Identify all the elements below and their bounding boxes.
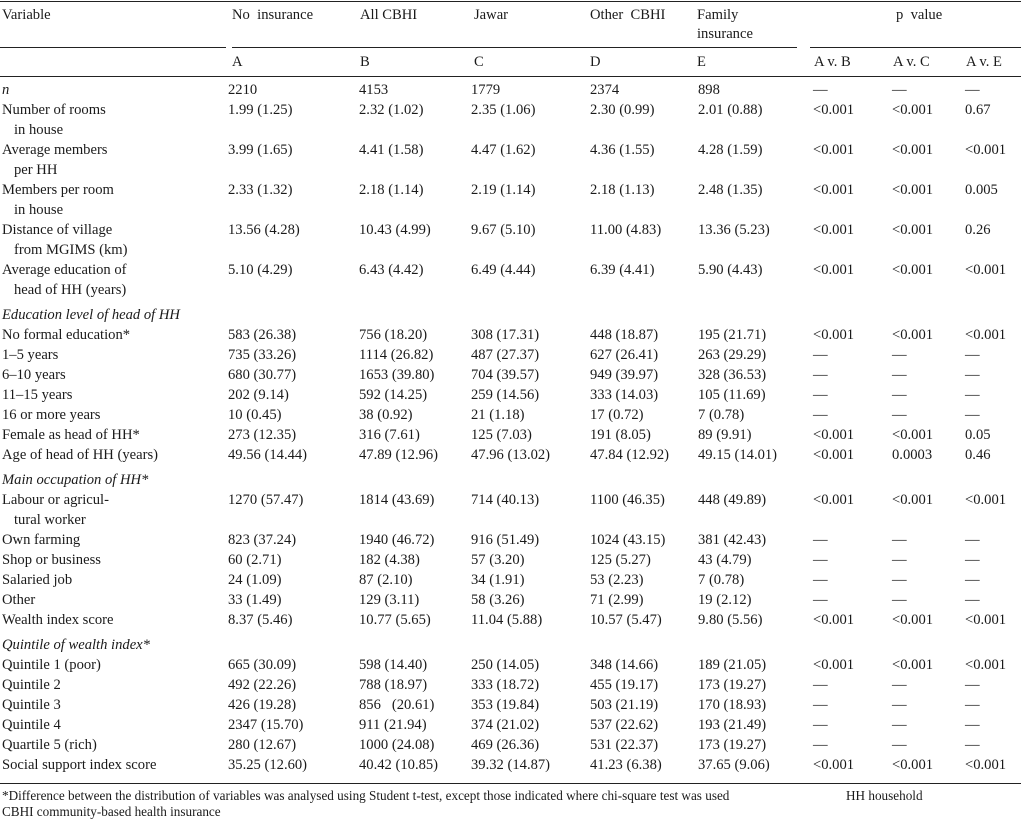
header-subrule-pvalue: [810, 47, 1021, 48]
cell-e: 49.15 (14.01): [698, 447, 778, 463]
cell-p3: 0.005: [965, 182, 998, 198]
table-row-continuation: [0, 120, 1021, 140]
row-label: head of HH (years): [14, 282, 127, 298]
row-label: 1–5 years: [2, 347, 59, 363]
cell-b: 756 (18.20): [359, 327, 428, 343]
cell-p2: <0.001: [892, 492, 934, 508]
cell-p3: —: [965, 572, 980, 588]
cell-b: 788 (18.97): [359, 677, 428, 693]
cell-p3: —: [965, 697, 980, 713]
cell-p2: —: [892, 552, 907, 568]
cell-a: 10 (0.45): [228, 407, 282, 423]
cell-b: 856 (20.61): [359, 697, 435, 713]
cell-c: 34 (1.91): [471, 572, 525, 588]
cell-a: 280 (12.67): [228, 737, 297, 753]
row-label: Main occupation of HH*: [2, 472, 149, 488]
row-label: Female as head of HH*: [2, 427, 140, 443]
cell-d: 503 (21.19): [590, 697, 659, 713]
cell-a: 13.56 (4.28): [228, 222, 300, 238]
cell-a: 2.33 (1.32): [228, 182, 293, 198]
cell-c: 6.49 (4.44): [471, 262, 536, 278]
top-rule: [0, 1, 1021, 2]
cell-c: 58 (3.26): [471, 592, 525, 608]
cell-b: 4.41 (1.58): [359, 142, 424, 158]
row-label: Members per room: [2, 182, 114, 198]
header-variable: Variable: [2, 7, 51, 23]
row-label: n: [2, 82, 10, 98]
cell-e: 89 (9.91): [698, 427, 752, 443]
cell-c: 469 (26.36): [471, 737, 540, 753]
cell-p1: <0.001: [813, 492, 855, 508]
cell-b: 38 (0.92): [359, 407, 413, 423]
cell-c: 57 (3.20): [471, 552, 525, 568]
cell-p2: —: [892, 717, 907, 733]
cell-p3: —: [965, 737, 980, 753]
cell-d: 71 (2.99): [590, 592, 644, 608]
cell-e: 9.80 (5.56): [698, 612, 763, 628]
cell-d: 10.57 (5.47): [590, 612, 662, 628]
cell-c: 916 (51.49): [471, 532, 540, 548]
row-label: in house: [14, 202, 64, 218]
cell-e: 13.36 (5.23): [698, 222, 770, 238]
row-label: Quintile of wealth index*: [2, 637, 150, 653]
table-row: [0, 490, 1021, 510]
footnote-hh: HH household: [846, 788, 923, 803]
cell-b: 10.77 (5.65): [359, 612, 431, 628]
cell-p1: —: [813, 552, 828, 568]
cell-d: 537 (22.62): [590, 717, 659, 733]
cell-p3: —: [965, 387, 980, 403]
cell-a: 680 (30.77): [228, 367, 297, 383]
cell-c: 333 (18.72): [471, 677, 540, 693]
cell-a: 8.37 (5.46): [228, 612, 293, 628]
row-label: Labour or agricul-: [2, 492, 109, 508]
cell-a: 583 (26.38): [228, 327, 297, 343]
row-label: tural worker: [14, 512, 86, 528]
cell-d: 6.39 (4.41): [590, 262, 655, 278]
row-label: 11–15 years: [2, 387, 73, 403]
cell-e: 193 (21.49): [698, 717, 767, 733]
table-row: [0, 180, 1021, 200]
footnote-method: *Difference between the distribution of variables was analysed using Student t-test, except those indicated where chi-square test was used: [2, 788, 730, 803]
cell-b: 592 (14.25): [359, 387, 428, 403]
cell-e: 7 (0.78): [698, 572, 745, 588]
cell-d: 455 (19.17): [590, 677, 659, 693]
cell-c: 704 (39.57): [471, 367, 540, 383]
cell-p3: —: [965, 552, 980, 568]
cell-d: 2374: [590, 82, 620, 98]
table-row-continuation: [0, 510, 1021, 530]
table-row-continuation: [0, 160, 1021, 180]
table-row-continuation: [0, 280, 1021, 300]
cell-p1: <0.001: [813, 262, 855, 278]
cell-p2: —: [892, 407, 907, 423]
cell-p1: <0.001: [813, 327, 855, 343]
cell-p2: —: [892, 82, 907, 98]
cell-p3: —: [965, 677, 980, 693]
cell-p1: —: [813, 737, 828, 753]
cell-e: 19 (2.12): [698, 592, 752, 608]
cell-e: 263 (29.29): [698, 347, 767, 363]
cell-p2: <0.001: [892, 427, 934, 443]
cell-p3: <0.001: [965, 142, 1007, 158]
cell-a: 24 (1.09): [228, 572, 282, 588]
cell-d: 448 (18.87): [590, 327, 659, 343]
cell-p1: <0.001: [813, 757, 855, 773]
cell-d: 531 (22.37): [590, 737, 659, 753]
row-label: Quintile 4: [2, 717, 61, 733]
row-label: Quintile 3: [2, 697, 61, 713]
cell-c: 259 (14.56): [471, 387, 540, 403]
table-row-continuation: [0, 200, 1021, 220]
cell-p3: —: [965, 347, 980, 363]
row-label: in house: [14, 122, 64, 138]
cell-p3: <0.001: [965, 327, 1007, 343]
cell-p3: —: [965, 407, 980, 423]
header-all-cbhi: All CBHI: [360, 7, 418, 23]
cell-p3: <0.001: [965, 262, 1007, 278]
row-label: Shop or business: [2, 552, 101, 568]
cell-p3: —: [965, 532, 980, 548]
cell-c: 714 (40.13): [471, 492, 540, 508]
cell-p1: —: [813, 347, 828, 363]
cell-p1: —: [813, 407, 828, 423]
cell-d: 4.36 (1.55): [590, 142, 655, 158]
cell-p2: <0.001: [892, 102, 934, 118]
cell-p1: —: [813, 387, 828, 403]
cell-p1: —: [813, 367, 828, 383]
cell-p2: —: [892, 367, 907, 383]
cell-a: 35.25 (12.60): [228, 757, 308, 773]
cell-c: 374 (21.02): [471, 717, 540, 733]
footnote-cbhi: CBHI community-based health insurance: [2, 804, 221, 819]
header-subrule-variable: [0, 47, 226, 48]
cell-p2: —: [892, 347, 907, 363]
table-row: [0, 385, 1021, 405]
table-row: [0, 735, 1021, 755]
header-p-value: p value: [896, 7, 943, 23]
cell-p3: —: [965, 717, 980, 733]
cell-a: 492 (22.26): [228, 677, 297, 693]
cell-d: 53 (2.23): [590, 572, 644, 588]
cell-b: 911 (21.94): [359, 717, 427, 733]
header-no-insurance: No insurance: [232, 7, 314, 23]
table-row: [0, 220, 1021, 240]
cell-b: 87 (2.10): [359, 572, 413, 588]
cell-p2: —: [892, 592, 907, 608]
header-letter-d: D: [590, 54, 601, 70]
cell-a: 273 (12.35): [228, 427, 297, 443]
header-other-cbhi: Other CBHI: [590, 7, 666, 23]
cell-p3: <0.001: [965, 492, 1007, 508]
cell-p1: —: [813, 592, 828, 608]
cell-c: 39.32 (14.87): [471, 757, 551, 773]
header-letter-b: B: [360, 54, 370, 70]
cell-b: 47.89 (12.96): [359, 447, 439, 463]
cell-p3: —: [965, 592, 980, 608]
cell-d: 1024 (43.15): [590, 532, 666, 548]
cell-e: 189 (21.05): [698, 657, 767, 673]
cell-p1: <0.001: [813, 427, 855, 443]
cell-e: 381 (42.43): [698, 532, 767, 548]
cell-p2: 0.0003: [892, 447, 933, 463]
cell-b: 6.43 (4.42): [359, 262, 424, 278]
cell-c: 47.96 (13.02): [471, 447, 551, 463]
row-label: Quartile 5 (rich): [2, 737, 97, 753]
cell-d: 17 (0.72): [590, 407, 644, 423]
cell-p1: <0.001: [813, 612, 855, 628]
cell-p1: <0.001: [813, 657, 855, 673]
cell-p1: —: [813, 82, 828, 98]
cell-p2: —: [892, 572, 907, 588]
cell-e: 173 (19.27): [698, 677, 767, 693]
cell-a: 49.56 (14.44): [228, 447, 308, 463]
cell-p1: <0.001: [813, 182, 855, 198]
header-family-line1: Family: [697, 7, 739, 23]
header-family-line2: insurance: [697, 26, 753, 42]
cell-d: 2.18 (1.13): [590, 182, 655, 198]
table-row-continuation: [0, 240, 1021, 260]
cell-b: 1940 (46.72): [359, 532, 435, 548]
header-letter-e: E: [697, 54, 706, 70]
cell-b: 598 (14.40): [359, 657, 428, 673]
cell-b: 2.32 (1.02): [359, 102, 424, 118]
table-row: [0, 755, 1021, 775]
table-row: [0, 365, 1021, 385]
header-letter-c: C: [474, 54, 484, 70]
row-label: Age of head of HH (years): [2, 447, 159, 463]
cell-c: 125 (7.03): [471, 427, 532, 443]
cell-e: 170 (18.93): [698, 697, 767, 713]
row-label: Education level of head of HH: [2, 307, 180, 323]
row-label: Distance of village: [2, 222, 113, 238]
cell-p2: <0.001: [892, 327, 934, 343]
table-row: [0, 445, 1021, 465]
cell-a: 735 (33.26): [228, 347, 297, 363]
cell-p3: —: [965, 82, 980, 98]
cell-c: 9.67 (5.10): [471, 222, 536, 238]
cell-d: 125 (5.27): [590, 552, 651, 568]
cell-p1: <0.001: [813, 222, 855, 238]
cell-p2: —: [892, 677, 907, 693]
cell-b: 1114 (26.82): [359, 347, 434, 363]
cell-c: 353 (19.84): [471, 697, 540, 713]
cell-p2: <0.001: [892, 757, 934, 773]
cell-p2: <0.001: [892, 262, 934, 278]
row-label: Average members: [2, 142, 108, 158]
table-row: [0, 675, 1021, 695]
header-p-ac: A v. C: [893, 54, 930, 70]
cell-a: 426 (19.28): [228, 697, 297, 713]
cell-p3: 0.05: [965, 427, 991, 443]
header-bottom-rule: [0, 76, 1021, 77]
cell-b: 40.42 (10.85): [359, 757, 439, 773]
header-jawar: Jawar: [474, 7, 509, 23]
row-label: Own farming: [2, 532, 81, 548]
cell-p1: <0.001: [813, 102, 855, 118]
cell-a: 1.99 (1.25): [228, 102, 293, 118]
cell-p2: <0.001: [892, 612, 934, 628]
cell-c: 1779: [471, 82, 501, 98]
cell-p1: —: [813, 677, 828, 693]
cell-p3: <0.001: [965, 757, 1007, 773]
row-label: Social support index score: [2, 757, 157, 773]
row-label: No formal education*: [2, 327, 131, 343]
cell-d: 41.23 (6.38): [590, 757, 662, 773]
bottom-rule: [0, 783, 1021, 784]
cell-p2: <0.001: [892, 222, 934, 238]
table-row: [0, 530, 1021, 550]
cell-e: 173 (19.27): [698, 737, 767, 753]
cell-p2: —: [892, 387, 907, 403]
row-label: Average education of: [2, 262, 127, 278]
cell-b: 10.43 (4.99): [359, 222, 431, 238]
table-row: [0, 635, 1021, 655]
cell-p1: —: [813, 572, 828, 588]
cell-p2: <0.001: [892, 657, 934, 673]
table-row: [0, 325, 1021, 345]
header-p-ae: A v. E: [966, 54, 1002, 70]
cell-c: 4.47 (1.62): [471, 142, 536, 158]
cell-d: 2.30 (0.99): [590, 102, 655, 118]
table-row: [0, 140, 1021, 160]
cell-b: 1653 (39.80): [359, 367, 435, 383]
cell-c: 11.04 (5.88): [471, 612, 543, 628]
header-p-ab: A v. B: [814, 54, 851, 70]
cell-d: 949 (39.97): [590, 367, 659, 383]
cell-p2: <0.001: [892, 142, 934, 158]
table-row: [0, 695, 1021, 715]
cell-b: 129 (3.11): [359, 592, 420, 608]
table-row: [0, 550, 1021, 570]
table-row: [0, 425, 1021, 445]
cell-c: 308 (17.31): [471, 327, 540, 343]
cell-a: 2210: [228, 82, 258, 98]
cell-a: 3.99 (1.65): [228, 142, 293, 158]
cell-b: 1000 (24.08): [359, 737, 435, 753]
table-row: [0, 100, 1021, 120]
cell-d: 47.84 (12.92): [590, 447, 670, 463]
table-row: [0, 590, 1021, 610]
cell-e: 4.28 (1.59): [698, 142, 763, 158]
table-row: [0, 345, 1021, 365]
cell-p1: —: [813, 532, 828, 548]
row-label: Quintile 1 (poor): [2, 657, 101, 673]
table-row: [0, 610, 1021, 630]
table-row: [0, 715, 1021, 735]
table-row: [0, 405, 1021, 425]
cell-p2: <0.001: [892, 182, 934, 198]
cell-a: 60 (2.71): [228, 552, 282, 568]
cell-e: 448 (49.89): [698, 492, 767, 508]
cell-d: 333 (14.03): [590, 387, 659, 403]
cell-e: 105 (11.69): [698, 387, 766, 403]
cell-p2: —: [892, 737, 907, 753]
cell-p3: 0.26: [965, 222, 991, 238]
table-row: [0, 570, 1021, 590]
cell-b: 182 (4.38): [359, 552, 420, 568]
table-row: [0, 80, 1021, 100]
row-label: per HH: [14, 162, 58, 178]
cell-a: 2347 (15.70): [228, 717, 304, 733]
cell-a: 1270 (57.47): [228, 492, 304, 508]
row-label: 16 or more years: [2, 407, 101, 423]
header-subrule-groups: [232, 47, 797, 48]
cell-e: 2.48 (1.35): [698, 182, 763, 198]
row-label: from MGIMS (km): [14, 242, 128, 258]
cell-b: 4153: [359, 82, 389, 98]
cell-p3: <0.001: [965, 612, 1007, 628]
cell-d: 191 (8.05): [590, 427, 651, 443]
cell-e: 43 (4.79): [698, 552, 752, 568]
cell-a: 5.10 (4.29): [228, 262, 293, 278]
cell-c: 21 (1.18): [471, 407, 525, 423]
row-label: Salaried job: [2, 572, 73, 588]
cell-p1: <0.001: [813, 447, 855, 463]
table-row: [0, 655, 1021, 675]
cell-d: 627 (26.41): [590, 347, 659, 363]
table-row: [0, 305, 1021, 325]
cell-c: 2.35 (1.06): [471, 102, 536, 118]
row-label: Other: [2, 592, 36, 608]
cell-p3: <0.001: [965, 657, 1007, 673]
cell-a: 33 (1.49): [228, 592, 282, 608]
row-label: Number of rooms: [2, 102, 106, 118]
row-label: Wealth index score: [2, 612, 114, 628]
cell-a: 823 (37.24): [228, 532, 297, 548]
cell-e: 2.01 (0.88): [698, 102, 763, 118]
table-row: [0, 470, 1021, 490]
cell-c: 2.19 (1.14): [471, 182, 536, 198]
cell-e: 5.90 (4.43): [698, 262, 763, 278]
cell-e: 328 (36.53): [698, 367, 767, 383]
cell-b: 1814 (43.69): [359, 492, 435, 508]
cell-e: 7 (0.78): [698, 407, 745, 423]
cell-p1: —: [813, 697, 828, 713]
table-row: [0, 260, 1021, 280]
header-letter-a: A: [232, 54, 243, 70]
cell-c: 487 (27.37): [471, 347, 540, 363]
cell-e: 195 (21.71): [698, 327, 767, 343]
cell-a: 665 (30.09): [228, 657, 297, 673]
cell-e: 37.65 (9.06): [698, 757, 770, 773]
cell-p2: —: [892, 697, 907, 713]
cell-p2: —: [892, 532, 907, 548]
row-label: Quintile 2: [2, 677, 61, 693]
cell-d: 1100 (46.35): [590, 492, 665, 508]
cell-p3: 0.46: [965, 447, 991, 463]
cell-p1: <0.001: [813, 142, 855, 158]
cell-p1: —: [813, 717, 828, 733]
cell-b: 2.18 (1.14): [359, 182, 424, 198]
cell-e: 898: [698, 82, 720, 98]
cell-a: 202 (9.14): [228, 387, 289, 403]
cell-b: 316 (7.61): [359, 427, 420, 443]
cell-d: 11.00 (4.83): [590, 222, 662, 238]
cell-d: 348 (14.66): [590, 657, 659, 673]
row-label: 6–10 years: [2, 367, 66, 383]
cell-p3: 0.67: [965, 102, 991, 118]
cell-p3: —: [965, 367, 980, 383]
cell-c: 250 (14.05): [471, 657, 540, 673]
